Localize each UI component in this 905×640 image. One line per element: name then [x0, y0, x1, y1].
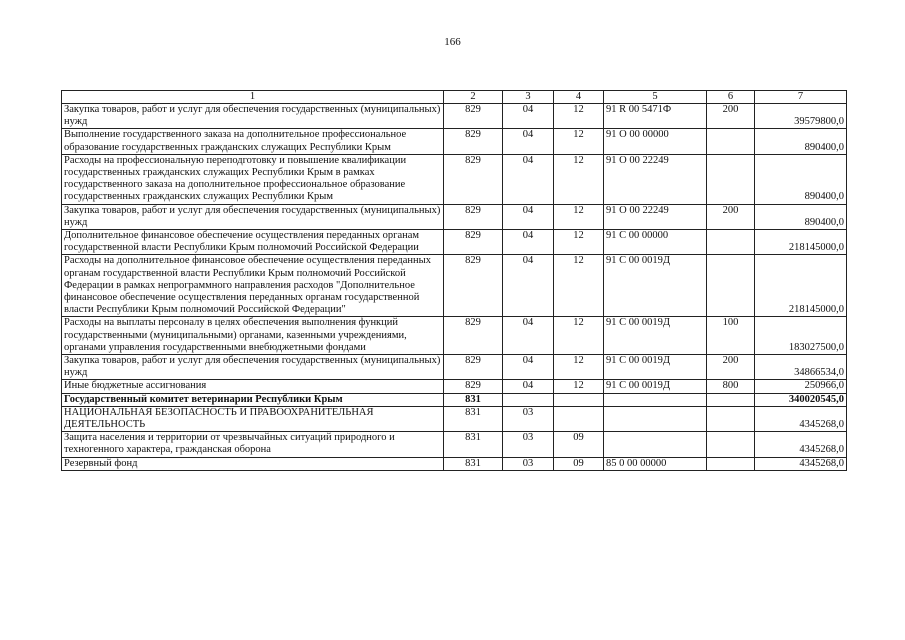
- row-target-article: 91 С 00 0019Д: [604, 255, 707, 317]
- row-target-article: 91 О 00 00000: [604, 129, 707, 154]
- column-header: 5: [604, 91, 707, 104]
- row-expense-type: [707, 230, 755, 255]
- row-name: Расходы на профессиональную переподготовку и повышение квалификации государственных гражданских служащих Республики Крым в рамках государственного заказа на дополнительное профессиональное образование государственных гражданских служащих Республики Крым: [62, 154, 444, 204]
- row-amount: 34866534,0: [755, 355, 847, 380]
- row-section: 03: [503, 457, 554, 470]
- row-target-article: 91 С 00 0019Д: [604, 380, 707, 393]
- row-subsection: 09: [554, 457, 604, 470]
- table-row: [62, 432, 847, 457]
- row-section: 04: [503, 255, 554, 317]
- row-amount: 218145000,0: [755, 230, 847, 255]
- row-name: Защита населения и территории от чрезвычайных ситуаций природного и техногенного характера, гражданская оборона: [62, 432, 444, 457]
- table-row: [62, 255, 847, 317]
- column-header: 7: [755, 91, 847, 104]
- row-section: 03: [503, 406, 554, 431]
- row-section: 04: [503, 380, 554, 393]
- row-admin-code: 831: [444, 457, 503, 470]
- row-name: Закупка товаров, работ и услуг для обеспечения государственных (муниципальных) нужд: [62, 104, 444, 129]
- row-amount: 4345268,0: [755, 432, 847, 457]
- row-subsection: 12: [554, 204, 604, 229]
- row-name: НАЦИОНАЛЬНАЯ БЕЗОПАСНОСТЬ И ПРАВООХРАНИТЕЛЬНАЯ ДЕЯТЕЛЬНОСТЬ: [62, 406, 444, 431]
- row-name: Иные бюджетные ассигнования: [62, 380, 444, 393]
- row-name: Резервный фонд: [62, 457, 444, 470]
- row-admin-code: 829: [444, 104, 503, 129]
- row-subsection: 12: [554, 317, 604, 355]
- table-row: [62, 406, 847, 431]
- row-subsection: 12: [554, 380, 604, 393]
- row-amount: 890400,0: [755, 154, 847, 204]
- row-section: 04: [503, 355, 554, 380]
- row-amount: 4345268,0: [755, 406, 847, 431]
- row-section: 04: [503, 104, 554, 129]
- row-expense-type: 800: [707, 380, 755, 393]
- table-header-row: [62, 91, 847, 104]
- table-row: [62, 317, 847, 355]
- row-target-article: [604, 432, 707, 457]
- row-target-article: 91 С 00 0019Д: [604, 317, 707, 355]
- row-target-article: 91 С 00 0019Д: [604, 355, 707, 380]
- column-header: 3: [503, 91, 554, 104]
- row-section: 04: [503, 154, 554, 204]
- row-section: [503, 393, 554, 406]
- row-admin-code: 829: [444, 129, 503, 154]
- row-expense-type: [707, 129, 755, 154]
- budget-table: [61, 90, 847, 471]
- row-admin-code: 831: [444, 432, 503, 457]
- row-target-article: [604, 393, 707, 406]
- row-name: Выполнение государственного заказа на дополнительное профессиональное образование государственных гражданских служащих Республики Крым: [62, 129, 444, 154]
- row-subsection: 12: [554, 129, 604, 154]
- table-row: [62, 457, 847, 470]
- column-header: 2: [444, 91, 503, 104]
- row-subsection: 12: [554, 154, 604, 204]
- row-expense-type: 200: [707, 204, 755, 229]
- row-amount: 183027500,0: [755, 317, 847, 355]
- table-row: [62, 154, 847, 204]
- row-admin-code: 829: [444, 230, 503, 255]
- row-admin-code: 829: [444, 317, 503, 355]
- row-name: Расходы на дополнительное финансовое обеспечение осуществления переданных органам государственной власти Республики Крым полномочий Российской Федерации в рамках непрограммного направления расходов "Дополнительное финансовое обеспечение осуществления переданных органам государственной власти Республики Крым полномочий Российской Федерации": [62, 255, 444, 317]
- row-section: 04: [503, 317, 554, 355]
- table-row: [62, 355, 847, 380]
- row-subsection: [554, 406, 604, 431]
- row-admin-code: 829: [444, 154, 503, 204]
- row-expense-type: 100: [707, 317, 755, 355]
- row-expense-type: [707, 457, 755, 470]
- row-section: 03: [503, 432, 554, 457]
- row-target-article: 91 R 00 5471Ф: [604, 104, 707, 129]
- row-admin-code: 829: [444, 255, 503, 317]
- row-amount: 890400,0: [755, 204, 847, 229]
- table-row: [62, 104, 847, 129]
- row-section: 04: [503, 129, 554, 154]
- column-header: 6: [707, 91, 755, 104]
- table-row: [62, 230, 847, 255]
- table-row: [62, 393, 847, 406]
- row-subsection: 09: [554, 432, 604, 457]
- row-expense-type: 200: [707, 355, 755, 380]
- row-name: Закупка товаров, работ и услуг для обеспечения государственных (муниципальных) нужд: [62, 355, 444, 380]
- row-expense-type: [707, 432, 755, 457]
- row-subsection: 12: [554, 104, 604, 129]
- row-target-article: 91 О 00 22249: [604, 154, 707, 204]
- table-row: [62, 129, 847, 154]
- row-amount: 39579800,0: [755, 104, 847, 129]
- row-section: 04: [503, 204, 554, 229]
- row-target-article: 91 С 00 00000: [604, 230, 707, 255]
- page-number: 166: [444, 36, 461, 48]
- row-expense-type: 200: [707, 104, 755, 129]
- row-admin-code: 829: [444, 204, 503, 229]
- row-expense-type: [707, 393, 755, 406]
- row-admin-code: 831: [444, 393, 503, 406]
- row-admin-code: 829: [444, 355, 503, 380]
- row-target-article: 91 О 00 22249: [604, 204, 707, 229]
- row-target-article: [604, 406, 707, 431]
- row-subsection: 12: [554, 230, 604, 255]
- row-admin-code: 831: [444, 406, 503, 431]
- row-name: Закупка товаров, работ и услуг для обеспечения государственных (муниципальных) нужд: [62, 204, 444, 229]
- row-expense-type: [707, 406, 755, 431]
- row-amount: 4345268,0: [755, 457, 847, 470]
- column-header: 1: [62, 91, 444, 104]
- row-name: Дополнительное финансовое обеспечение осуществления переданных органам государственной власти Республики Крым полномочий Российской Федерации: [62, 230, 444, 255]
- row-subsection: 12: [554, 355, 604, 380]
- row-name: Расходы на выплаты персоналу в целях обеспечения выполнения функций государственными (муниципальными) органами, казенными учреждениями, органами управления государственными внебюджетными фондами: [62, 317, 444, 355]
- table-row: [62, 204, 847, 229]
- row-amount: 340020545,0: [755, 393, 847, 406]
- row-subsection: [554, 393, 604, 406]
- row-amount: 250966,0: [755, 380, 847, 393]
- column-header: 4: [554, 91, 604, 104]
- row-expense-type: [707, 154, 755, 204]
- row-subsection: 12: [554, 255, 604, 317]
- row-expense-type: [707, 255, 755, 317]
- row-target-article: 85 0 00 00000: [604, 457, 707, 470]
- row-name: Государственный комитет ветеринарии Республики Крым: [62, 393, 444, 406]
- row-admin-code: 829: [444, 380, 503, 393]
- table-row: [62, 380, 847, 393]
- row-amount: 218145000,0: [755, 255, 847, 317]
- row-section: 04: [503, 230, 554, 255]
- row-amount: 890400,0: [755, 129, 847, 154]
